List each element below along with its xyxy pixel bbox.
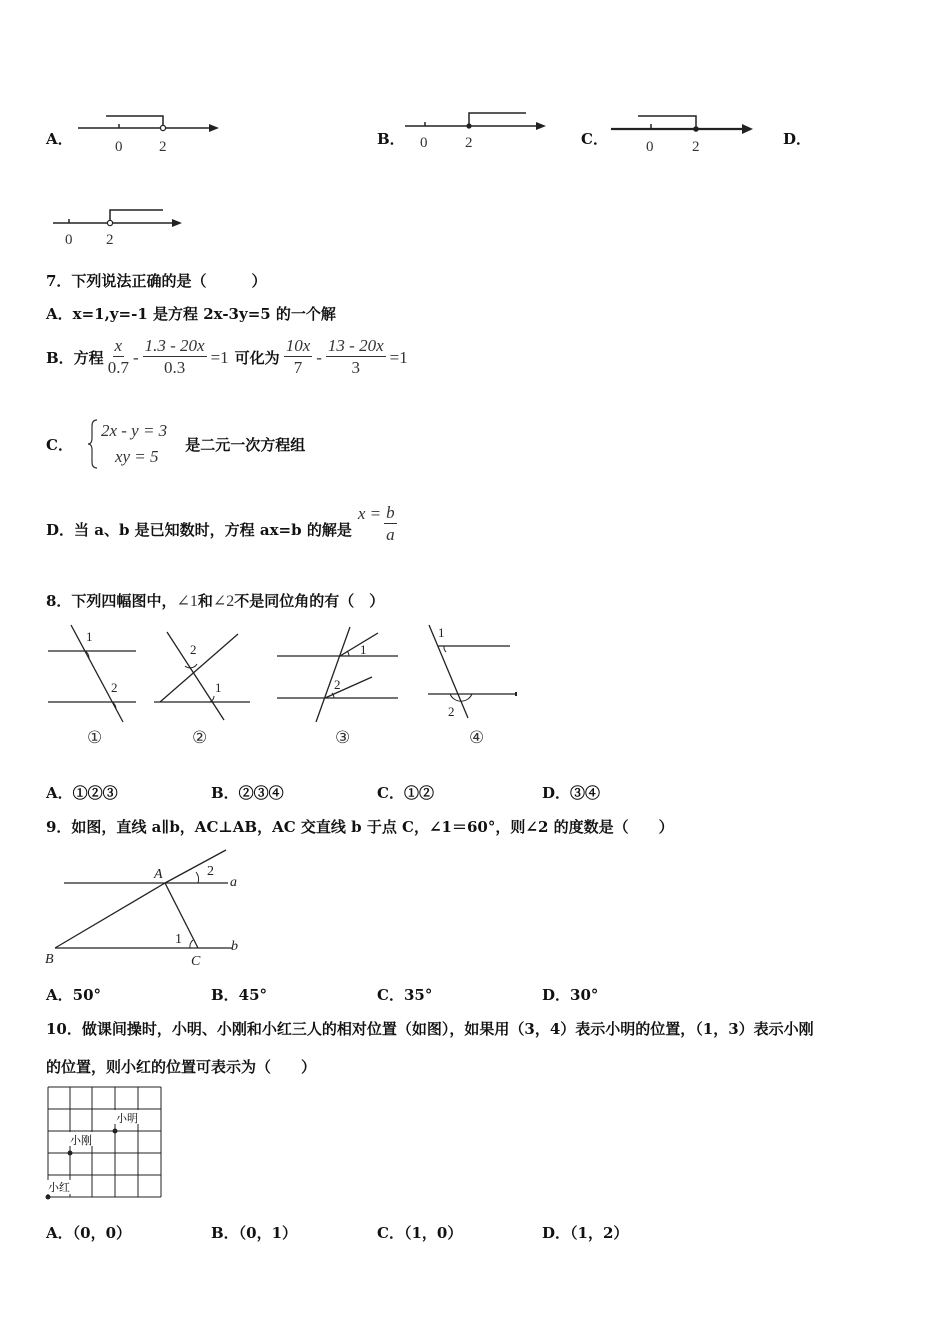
q8-f4-angle-2: 2 [448,704,455,719]
q8-figure-2 [152,622,262,727]
q8-figure-1 [46,622,146,727]
q7-b-fraction-4 [326,336,386,379]
q6-b-tick-0: 0 [420,135,428,151]
q10-stem-line-1: 10．做课间操时，小明、小刚和小红三人的相对位置（如图），如果用（3，4）表示小明的位置，（1，3）表示小刚 [46,1020,814,1038]
q7-b-prefix: B．方程 [46,349,104,367]
q10-option-b[interactable]: B．（0，1） [211,1224,298,1242]
q8-option-c[interactable]: C．①② [377,784,434,802]
q6-d-tick-2: 2 [106,232,114,248]
q9-label-A: A [154,867,163,882]
q9-label-C: C [191,954,201,969]
q8-f4-angle-1: 1 [438,625,445,640]
q9-option-c[interactable]: C．35° [377,986,433,1004]
q7-b-f2-num: 1.3 - 20x [144,336,205,355]
q8-stem-post: 不是同位角的有（ ） [234,592,385,610]
q7-b-equals-2: =1 [389,347,408,367]
q8-stem-pre: 8．下列四幅图中， [46,592,177,610]
q7-c-suffix: 是二元一次方程组 [185,435,306,454]
q7-b-minus-2: - [316,347,322,367]
q8-f3-angle-2: 2 [334,677,341,692]
q6-option-a-numberline [75,108,225,158]
q6-option-a-label[interactable]: A． [46,130,73,148]
q6-b-tick-2: 2 [465,135,473,151]
q8-figure-4 [420,622,525,727]
q8-option-a[interactable]: A．①②③ [46,784,118,802]
q6-option-b-label[interactable]: B． [377,130,405,148]
q9-label-b: b [231,939,238,954]
q7-b-fraction-3 [284,336,313,379]
q10-label-xiaoming: 小明 [116,1112,138,1125]
q9-option-b[interactable]: B．45° [211,986,268,1004]
q8-option-d[interactable]: D．③④ [542,784,601,802]
q8-figure-3-label: ③ [335,728,351,747]
q7-d-num: b [386,503,395,522]
q7-b-f2-den: 0.3 [163,358,186,377]
q8-figure-2-label: ② [192,728,208,747]
q8-option-b[interactable]: B．②③④ [211,784,284,802]
q9-figure [40,840,260,970]
q7-c-equation-1: 2x - y = 3 [100,421,168,440]
q8-angle-1: ∠1 [176,593,198,610]
q8-f1-angle-2: 2 [111,680,118,695]
q10-stem-line-2: 的位置，则小红的位置可表示为（ ） [46,1058,317,1076]
q8-stem-and: 和 [197,592,213,610]
q6-option-b-numberline [402,105,552,155]
q7-d-text: D．当 a、b 是已知数时，方程 ax=b 的解是 [46,521,352,539]
q8-f3-angle-1: 1 [360,642,367,657]
q10-option-c[interactable]: C．（1，0） [377,1224,463,1242]
q7-b-minus-1: - [132,347,139,367]
q8-figure-1-label: ① [87,728,103,747]
q8-figure-4-label: ④ [469,728,485,747]
q9-label-angle-1: 1 [175,932,182,947]
q7-b-f4-den: 3 [351,358,361,377]
q6-c-tick-0: 0 [646,139,654,155]
q7-d-fraction [384,503,397,546]
q8-f2-angle-2: 2 [190,642,197,657]
q7-d-den: a [386,525,395,544]
q6-a-tick-2: 2 [159,139,167,155]
q10-label-xiaohong: 小红 [48,1181,70,1194]
q7-b-f1-num: x [114,336,123,355]
q7-option-b[interactable] [46,336,408,379]
q7-c-equation-2: xy = 5 [114,447,159,466]
q8-f2-angle-1: 1 [215,680,222,695]
q7-option-c[interactable] [46,418,305,470]
q7-c-prefix: C． [46,435,73,454]
q7-stem: 7．下列说法正确的是（ ） [46,272,267,290]
q9-label-a: a [230,875,237,890]
q7-d-lhs: x = [357,504,382,523]
q7-b-f3-den: 7 [293,358,303,377]
q9-label-B: B [45,952,54,967]
q9-stem: 9．如图，直线 a∥b，AC⊥AB，AC 交直线 b 于点 C，∠1＝60°，则∠2 的度数是（ ） [46,818,674,836]
q7-b-fraction-1 [108,336,129,379]
q8-angle-2: ∠2 [212,593,235,610]
q9-option-d[interactable]: D．30° [542,986,599,1004]
q8-f1-angle-1: 1 [86,629,93,644]
q9-option-a[interactable]: A．50° [46,986,102,1004]
q6-option-c-label[interactable]: C． [581,130,608,148]
q7-b-fraction-2 [143,336,207,379]
q7-b-equals-1: =1 [210,347,229,367]
q6-d-tick-0: 0 [65,232,73,248]
q10-option-d[interactable]: D．（1，2） [542,1224,629,1242]
q6-option-d-numberline [50,202,200,252]
q10-label-xiaogang: 小刚 [70,1134,92,1147]
q6-a-tick-0: 0 [115,139,123,155]
q7-b-f1-den: 0.7 [107,358,129,377]
q8-figure-3 [274,622,404,727]
q6-c-tick-2: 2 [692,139,700,155]
q7-b-f4-num: 13 - 20x [327,336,384,355]
q6-option-d-label[interactable]: D． [783,130,812,148]
q6-option-c-numberline [608,108,758,158]
brace-icon [87,418,99,470]
q8-stem [46,590,384,611]
q7-b-f3-num: 10x [285,336,311,355]
q7-b-mid: 可化为 [234,349,280,367]
q7-option-d[interactable] [46,503,397,546]
q10-option-a[interactable]: A．（0，0） [46,1224,132,1242]
q9-label-angle-2: 2 [207,864,214,879]
q7-option-a[interactable]: A．x=1,y=-1 是方程 2x-3y=5 的一个解 [46,305,336,323]
q10-grid-figure [44,1084,169,1204]
